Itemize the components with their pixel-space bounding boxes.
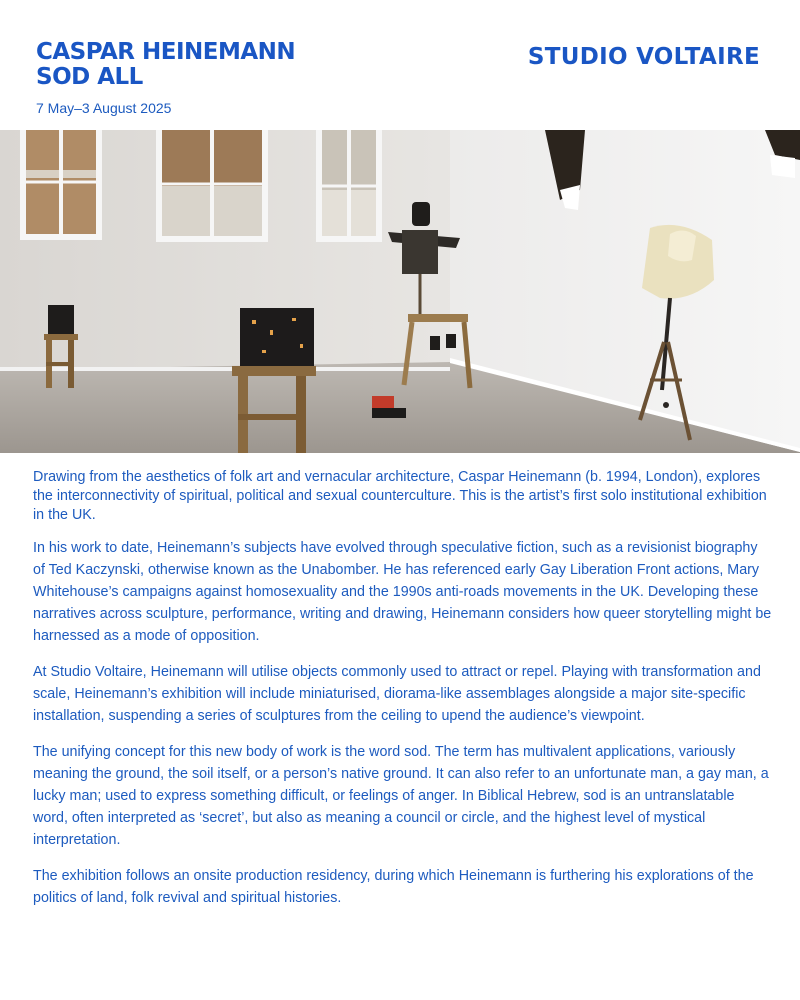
header [0,0,800,130]
paragraph-subjects: In his work to date, Heinemann’s subjects have evolved through speculative fiction, such as a revisionist biography of Ted Kaczynski, otherwise known as the Unabomber. He has referenced early Gay Liberation Front actions, Mary Whitehouse’s campaigns against homosexuality and the 1990s anti-roads movements in the UK. Developing these narratives across sculpture, performance, writing and drawing, Heinemann considers how queer storytelling might be harnessed as a mode of opposition. [33,540,772,644]
window-right [316,130,382,242]
paragraph-intro: Drawing from the aesthetics of folk art and vernacular architecture, Caspar Heinemann (b. 1994, London), explores the interconnectivity of spiritual, political and sexual counterculture. This is the artist’s first solo institutional exhibition in the UK. [33,469,767,523]
window-left [20,130,102,240]
paragraph-residency: The exhibition follows an onsite production residency, during which Heinemann is furthering his explorations of the politics of land, folk revival and spiritual histories. [33,868,754,906]
studio-voltaire-logo[interactable]: STUDIO VOLTAIRE [527,44,760,70]
exhibition-title [36,40,295,90]
exhibition-name: SOD ALL [36,64,143,90]
artist-name: CASPAR HEINEMANN [36,39,296,65]
exhibition-dates: 7 May–3 August 2025 [36,100,172,116]
gallery-installation-photo [0,130,800,453]
window-middle [156,130,268,242]
exhibition-description [33,468,773,923]
paragraph-sod-concept: The unifying concept for this new body of work is the word sod. The term has multivalent applications, variously meaning the ground, the soil itself, or a person’s native ground. It can also refer to an unfortunate man, a gay man, a lucky man; used to express something difficult, or feelings of anger. In Biblical Hebrew, sod is an untranslatable word, often interpreted as ‘secret’, but also as meaning a council or circle, and the highest level of mystical interpretation. [33,744,769,848]
paragraph-studio-voltaire: At Studio Voltaire, Heinemann will utilise objects commonly used to attract or repel. Playing with transformation and scale, Heinemann’s exhibition will include miniaturised, diorama-like assemblages alongside a major site-specific installation, suspending a series of sculptures from the ceiling to upend the audience’s viewpoint. [33,664,761,724]
